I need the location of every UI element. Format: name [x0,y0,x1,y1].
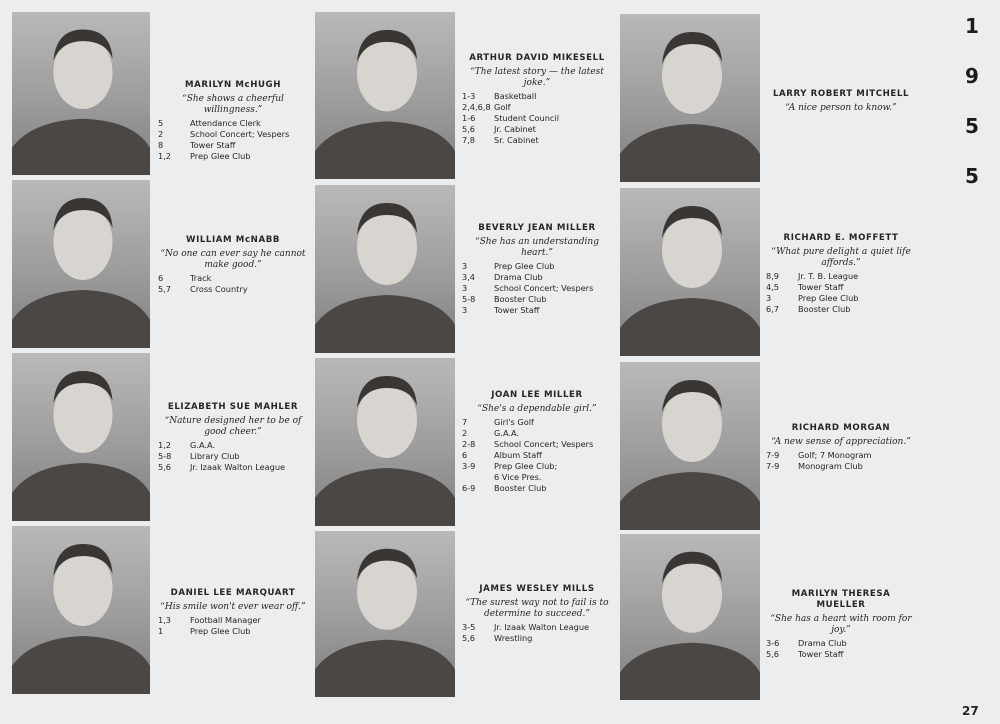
activity-name: Prep Glee Club [190,626,251,636]
activity-years: 5,7 [158,284,172,294]
activity-name: Tower Staff [798,282,844,292]
activity-name: Jr. Izaak Walton League [494,622,590,632]
student-entry [462,223,612,316]
activity-years: 6 [158,273,164,283]
portrait-photo [315,12,455,179]
activity-years: 6-9 [462,483,476,493]
activity-row [158,118,308,129]
student-quote: “His smile won't ever wear off.” [160,602,306,612]
portrait-silhouette [12,12,150,175]
student-quote: “What pure delight a quiet life affords.” [771,247,911,268]
student-quote: “A new sense of appreciation.” [771,437,911,447]
activity-years: 2 [158,129,164,139]
activity-row [158,440,308,451]
activity-row [462,461,612,472]
activity-years: 2 [462,428,468,438]
student-entry [462,53,612,146]
activity-row [158,462,308,473]
student-entry [766,589,916,660]
portrait-photo [620,188,760,356]
activity-row [766,450,916,461]
student-name: MARILYN McHUGH [184,80,282,90]
activity-years: 1,2 [158,151,172,161]
activity-years: 3-6 [766,638,780,648]
year-digit: 1 [965,14,979,38]
activity-name: Prep Glee Club [190,151,251,161]
activity-name: Football Manager [190,615,261,625]
student-name: MARILYN THERESA MUELLER [791,589,891,610]
activity-row [462,483,612,494]
student-entry [766,423,916,472]
activity-years: 1-3 [462,91,476,101]
activity-name: Library Club [190,451,240,461]
activity-name: Tower Staff [798,649,844,659]
activity-row [158,140,308,151]
portrait-silhouette [315,185,455,353]
activity-name: Booster Club [494,483,547,493]
portrait-silhouette [315,12,455,179]
activity-row [766,271,916,282]
student-name: DANIEL LEE MARQUART [170,588,296,598]
activity-name: Basketball [494,91,537,101]
portrait-silhouette [12,180,150,348]
student-quote: “She has a heart with room for joy.” [770,614,912,635]
student-name: ARTHUR DAVID MIKESELL [469,53,605,63]
portrait-silhouette [12,526,150,694]
activity-row [462,305,612,316]
activity-name: Wrestling [494,633,533,643]
activity-name: School Concert; Vespers [494,283,594,293]
portrait-photo [620,534,760,700]
activity-name: Prep Glee Club; [494,461,558,471]
activity-years: 8 [158,140,164,150]
student-name: LARRY ROBERT MITCHELL [772,89,910,99]
activity-name: Attendance Clerk [190,118,261,128]
portrait-silhouette [315,531,455,697]
activity-row [158,129,308,140]
student-entry [766,89,916,116]
activity-row [462,428,612,439]
activity-row [462,439,612,450]
activity-row [766,282,916,293]
portrait-silhouette [620,188,760,356]
activity-row [462,102,612,113]
activity-years: 5,6 [462,633,476,643]
activity-name: Cross Country [190,284,248,294]
student-quote: “She's a dependable girl.” [477,404,597,414]
activity-row [462,450,612,461]
activity-row [462,633,612,644]
activity-name: Girl's Golf [494,417,534,427]
student-name: JAMES WESLEY MILLS [479,584,595,594]
student-quote: “No one can ever say he cannot make good.” [160,249,306,270]
activity-years: 6,7 [766,304,780,314]
activity-years: 3 [766,293,772,303]
activity-row [158,451,308,462]
activity-years: 5-8 [158,451,172,461]
page-number: 27 [962,704,979,718]
activity-years: 8,9 [766,271,780,281]
activity-years: 3 [462,261,468,271]
activity-row [462,135,612,146]
activity-name: Drama Club [798,638,847,648]
activity-years: 3-9 [462,461,476,471]
portrait-photo [315,185,455,353]
activity-name: Golf [494,102,511,112]
activity-years: 3 [462,305,468,315]
activity-years: 3,4 [462,272,476,282]
activity-years: 5,6 [158,462,172,472]
activity-row [158,615,308,626]
portrait-photo [315,531,455,697]
activity-name: School Concert; Vespers [494,439,594,449]
activity-years: 7 [462,417,468,427]
activity-years: 6 [462,450,468,460]
activity-row [462,124,612,135]
year-digit: 5 [965,164,979,188]
student-quote: “The surest way not to fail is to determine to succeed.” [465,598,609,619]
activity-years: 5,6 [462,124,476,134]
student-entry [158,402,308,473]
student-name: RICHARD E. MOFFETT [783,233,899,243]
year-digit: 5 [965,114,979,138]
activity-row [766,638,916,649]
student-quote: “A nice person to know.” [785,103,897,113]
activity-years: 3 [462,283,468,293]
activity-name: School Concert; Vespers [190,129,290,139]
activity-years: 5-8 [462,294,476,304]
year-digit: 9 [965,64,979,88]
student-entry [158,80,308,162]
portrait-silhouette [315,358,455,526]
student-name: ELIZABETH SUE MAHLER [167,402,299,412]
activity-name: Album Staff [494,450,542,460]
student-name: RICHARD MORGAN [791,423,891,433]
portrait-photo [315,358,455,526]
activity-row [766,293,916,304]
activity-row [462,91,612,102]
portrait-photo [620,362,760,530]
activity-years: 1 [158,626,164,636]
activity-years: 7,8 [462,135,476,145]
activity-row [766,461,916,472]
activity-years: 3-5 [462,622,476,632]
activity-row [462,622,612,633]
student-entry [158,235,308,295]
activity-name: Prep Glee Club [798,293,859,303]
activity-years: 1-6 [462,113,476,123]
activity-row [462,283,612,294]
activity-name: Sr. Cabinet [494,135,539,145]
portrait-silhouette [12,353,150,521]
portrait-photo [12,12,150,175]
activity-name: G.A.A. [190,440,216,450]
activity-name: Booster Club [494,294,547,304]
student-quote: “Nature designed her to be of good cheer.” [164,416,302,437]
activity-name: Jr. Cabinet [494,124,536,134]
portrait-silhouette [620,534,760,700]
activity-years [462,472,494,483]
activity-years: 2-8 [462,439,476,449]
student-quote: “She has an understanding heart.” [475,237,599,258]
student-quote: “She shows a cheerful willingness.” [182,94,284,115]
activity-row [158,626,308,637]
activity-years: 1,3 [158,615,172,625]
activity-name: Track [190,273,212,283]
activity-row [462,472,612,483]
activity-row [462,294,612,305]
activity-years: 7-9 [766,461,780,471]
student-quote: “The latest story — the latest joke.” [470,67,604,88]
activity-years: 7-9 [766,450,780,460]
activity-name: Tower Staff [494,305,540,315]
activity-name: Monogram Club [798,461,863,471]
activity-name: Student Council [494,113,559,123]
activity-name: Jr. Izaak Walton League [190,462,286,472]
activity-row [158,151,308,162]
portrait-silhouette [620,362,760,530]
activity-years: 4,5 [766,282,780,292]
activity-name: Tower Staff [190,140,236,150]
activity-row [766,304,916,315]
activity-row [158,284,308,295]
activity-row [462,272,612,283]
student-entry [462,390,612,494]
portrait-photo [12,526,150,694]
activity-row [462,261,612,272]
activity-row [462,113,612,124]
activity-name: Booster Club [798,304,851,314]
portrait-photo [12,353,150,521]
activity-years: 5,6 [766,649,780,659]
activity-years: 1,2 [158,440,172,450]
activity-years: 2,4,6,8 [462,102,491,112]
activity-name: Jr. T. B. League [798,271,859,281]
activity-row [462,417,612,428]
student-entry [462,584,612,644]
student-name: JOAN LEE MILLER [491,390,583,400]
student-entry [158,588,308,637]
student-entry [766,233,916,315]
activity-name: Golf; 7 Monogram [798,450,872,460]
portrait-silhouette [620,14,760,182]
activity-years: 5 [158,118,164,128]
activity-name: 6 Vice Pres. [494,472,542,482]
student-name: WILLIAM McNABB [185,235,280,245]
activity-name: G.A.A. [494,428,520,438]
portrait-photo [620,14,760,182]
student-name: BEVERLY JEAN MILLER [478,223,596,233]
activity-name: Prep Glee Club [494,261,555,271]
portrait-photo [12,180,150,348]
activity-name: Drama Club [494,272,543,282]
activity-row [766,649,916,660]
activity-row [158,273,308,284]
